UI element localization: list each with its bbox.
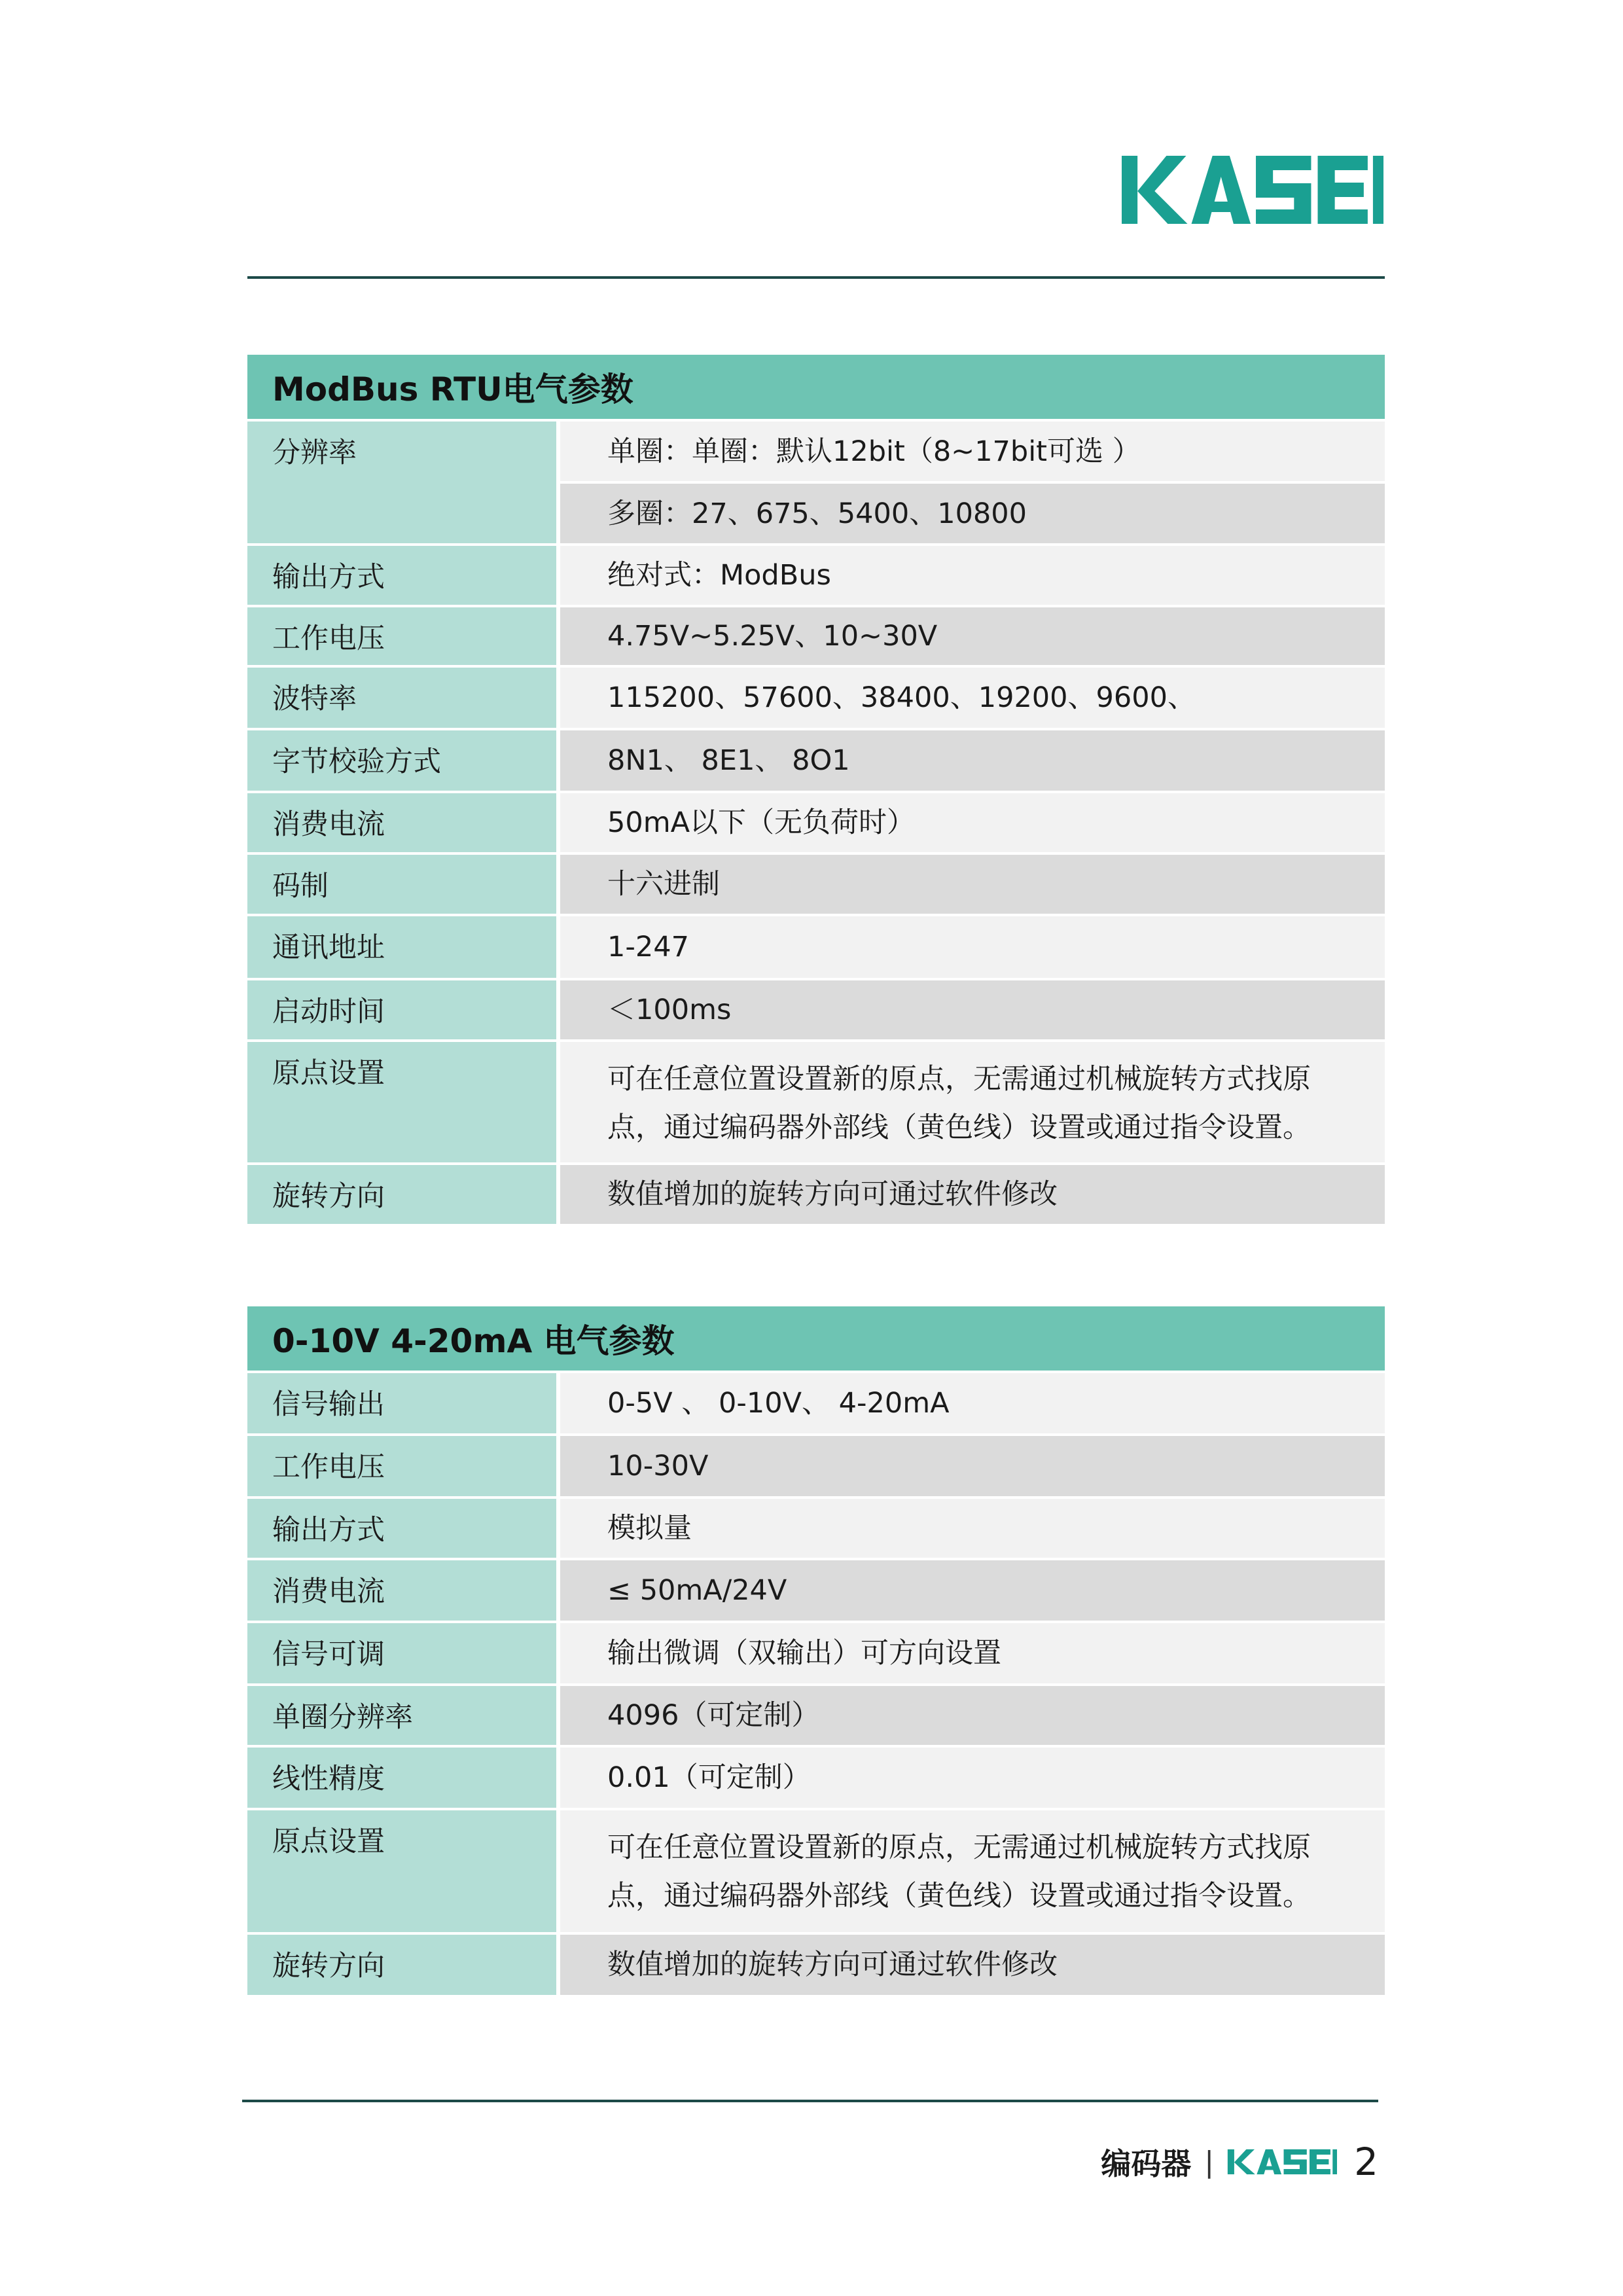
modbus-table-row [247,419,1385,543]
parameter-label: 消费电流 [247,1560,556,1621]
parameter-value: 数值增加的旋转方向可通过软件修改 [560,1935,1385,1995]
footer-divider [242,2100,1378,2102]
modbus-table-row [247,1162,1385,1224]
kasei-logo-icon [1227,2147,1337,2176]
modbus-table-row [247,852,1385,914]
analog-table-row [247,1745,1385,1808]
parameter-value: 0-5V 、 0-10V、 4-20mA [560,1373,1385,1433]
parameter-label: 通讯地址 [247,916,556,978]
footer-separator: | [1204,2145,1215,2179]
parameter-values [560,1165,1385,1224]
page-footer [1101,2139,1378,2185]
parameter-label: 信号可调 [247,1623,556,1683]
parameter-values [560,607,1385,665]
parameter-label: 旋转方向 [247,1935,556,1995]
kasei-logo-icon [1120,151,1383,229]
page-number: 2 [1354,2140,1378,2184]
parameter-value: 十六进制 [560,855,1385,914]
modbus-table-title: ModBus RTU电气参数 [247,355,1385,419]
parameter-value: ≤ 50mA/24V [560,1560,1385,1621]
parameter-values [560,980,1385,1039]
parameter-values [560,1560,1385,1621]
parameter-label: 字节校验方式 [247,730,556,791]
brand-logo [1120,151,1383,229]
modbus-table-row [247,1039,1385,1162]
modbus-table-row [247,665,1385,728]
parameter-label: 信号输出 [247,1373,556,1433]
parameter-label: 单圈分辨率 [247,1686,556,1745]
parameter-label: 输出方式 [247,1499,556,1558]
parameter-values [560,1623,1385,1683]
modbus-table-body [247,419,1385,1224]
parameter-values [560,1499,1385,1558]
parameter-values [560,730,1385,791]
parameter-value: 1-247 [560,916,1385,978]
parameter-values [560,1042,1385,1162]
parameter-label: 工作电压 [247,1436,556,1496]
parameter-label: 启动时间 [247,980,556,1039]
parameter-value: 模拟量 [560,1499,1385,1558]
parameter-label: 输出方式 [247,546,556,605]
analog-table-row [247,1496,1385,1558]
parameter-values [560,855,1385,914]
parameter-label: 分辨率 [247,422,556,543]
parameter-values [560,1748,1385,1808]
parameter-value: 8N1、 8E1、 8O1 [560,730,1385,791]
parameter-values [560,1810,1385,1932]
footer-product-name: 编码器 [1101,2146,1192,2181]
parameter-values [560,916,1385,978]
parameter-label: 码制 [247,855,556,914]
parameter-value: 10-30V [560,1436,1385,1496]
parameter-value: 0.01（可定制） [560,1748,1385,1808]
parameter-values [560,1436,1385,1496]
modbus-parameters-table [247,355,1385,1224]
parameter-value: 单圈：单圈：默认12bit（8~17bit可选 ） [560,422,1385,481]
modbus-table-row [247,728,1385,791]
parameter-value: 数值增加的旋转方向可通过软件修改 [560,1165,1385,1224]
parameter-values [560,793,1385,852]
parameter-label: 线性精度 [247,1748,556,1808]
parameter-values [560,1935,1385,1995]
analog-table-row [247,1558,1385,1621]
analog-table-row [247,1683,1385,1745]
parameter-label: 旋转方向 [247,1165,556,1224]
parameter-label: 波特率 [247,668,556,728]
parameter-label: 原点设置 [247,1810,556,1932]
parameter-value: 多圈：27、675、5400、10800 [560,481,1385,543]
parameter-value: 115200、57600、38400、19200、9600、 [560,668,1385,728]
modbus-table-row [247,791,1385,852]
analog-table-title: 0-10V 4-20mA 电气参数 [247,1306,1385,1371]
parameter-value: 输出微调（双输出）可方向设置 [560,1623,1385,1683]
footer-brand-logo [1227,2147,1337,2176]
header-divider [247,276,1385,279]
parameter-value: ＜100ms [560,980,1385,1039]
analog-table-row [247,1932,1385,1995]
parameter-value: 50mA以下（无负荷时） [560,793,1385,852]
parameter-values [560,546,1385,605]
analog-table-row [247,1371,1385,1433]
parameter-values [560,668,1385,728]
parameter-label: 原点设置 [247,1042,556,1162]
modbus-table-row [247,605,1385,665]
parameter-values [560,1686,1385,1745]
modbus-table-row [247,978,1385,1039]
analog-table-row [247,1433,1385,1496]
modbus-table-row [247,543,1385,605]
parameter-value: 4.75V~5.25V、10~30V [560,607,1385,665]
analog-table-body [247,1371,1385,1995]
analog-parameters-table [247,1306,1385,1995]
modbus-table-row [247,914,1385,978]
analog-table-row [247,1808,1385,1932]
parameter-values [560,422,1385,543]
parameter-value: 可在任意位置设置新的原点，无需通过机械旋转方式找原点，通过编码器外部线（黄色线）设置或通过指令设置。 [560,1810,1385,1932]
parameter-value: 4096（可定制） [560,1686,1385,1745]
parameter-label: 消费电流 [247,793,556,852]
parameter-label: 工作电压 [247,607,556,665]
parameter-values [560,1373,1385,1433]
analog-table-row [247,1621,1385,1683]
parameter-value: 可在任意位置设置新的原点，无需通过机械旋转方式找原点，通过编码器外部线（黄色线）设置或通过指令设置。 [560,1042,1385,1162]
parameter-value: 绝对式：ModBus [560,546,1385,605]
